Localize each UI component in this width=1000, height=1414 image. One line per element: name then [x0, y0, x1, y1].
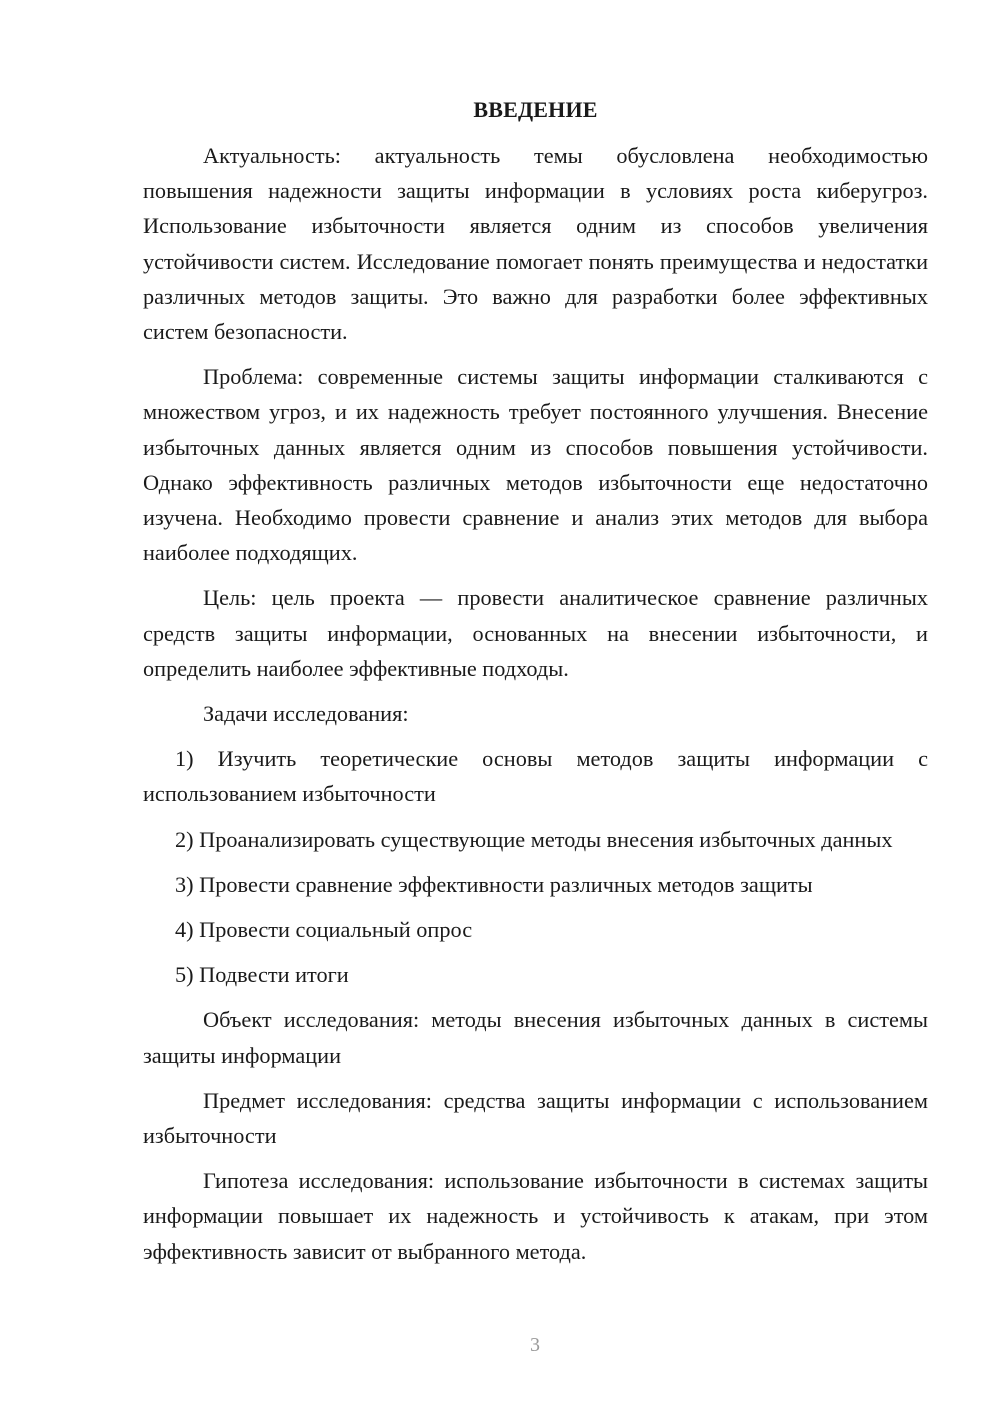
task-item-5: 5) Подвести итоги — [175, 962, 349, 988]
subject-paragraph: Предмет исследования: средства защиты информации с использованием избыточности — [143, 1087, 928, 1149]
goal-paragraph: Цель: цель проекта — провести аналитическое сравнение различных средств защиты информации, основанных на внесении избыточности, и определить наиболее эффективные подходы. — [143, 585, 928, 681]
task-item-1: 1) Изучить теоретические основы методов защиты информации с использованием избыточности — [143, 746, 928, 807]
page-number: 3 — [530, 1334, 540, 1356]
hypothesis-paragraph: Гипотеза исследования: использование избыточности в системах защиты информации повышает их надежность и устойчивость к атакам, при этом эффективность зависит от выбранного метода. — [143, 1168, 928, 1264]
section-title: ВВЕДЕНИЕ — [473, 97, 598, 122]
task-item-4: 4) Провести социальный опрос — [175, 917, 473, 943]
relevance-paragraph: Актуальность: актуальность темы обусловлена необходимостью повышения надежности защиты информации в условиях роста киберугроз. Использование избыточности является одним из способов увеличения устойчивости систем. Исследование помогает понять преимущества и недостатки различных методов защиты. Это важно для разработки более эффективных систем безопасности. — [143, 143, 928, 345]
tasks-heading: Задачи исследования: — [203, 701, 409, 727]
problem-paragraph: Проблема: современные системы защиты информации сталкиваются с множеством угроз, и их надежность требует постоянного улучшения. Внесение избыточных данных является одним из способов повышения устойчивости. Однако эффективность различных методов избыточности еще недостаточно изучена. Необходимо провести сравнение и анализ этих методов для выбора наиболее подходящих. — [143, 364, 928, 566]
task-item-3: 3) Провести сравнение эффективности различных методов защиты — [175, 871, 813, 897]
task-item-2: 2) Проанализировать существующие методы внесения избыточных данных — [175, 826, 893, 852]
document-page — [143, 92, 928, 1392]
object-paragraph: Объект исследования: методы внесения избыточных данных в системы защиты информации — [143, 1007, 928, 1068]
